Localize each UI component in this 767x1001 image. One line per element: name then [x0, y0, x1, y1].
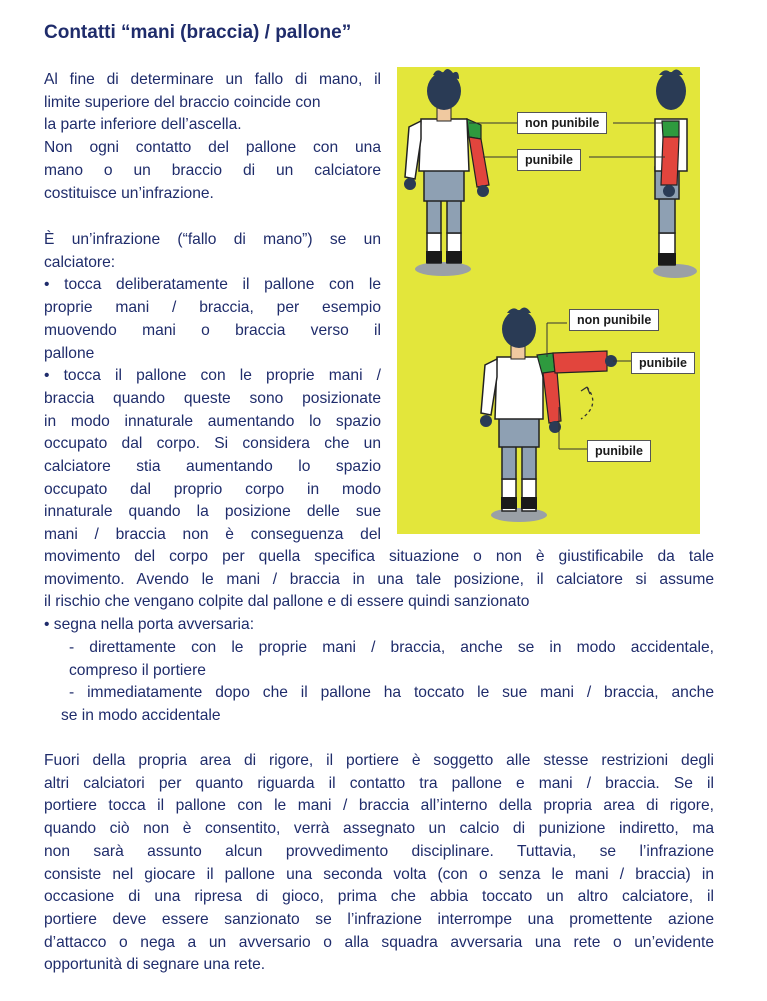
- text-line: muovendo mani o braccia verso il: [44, 321, 381, 339]
- text-line: movimento del corpo per quella specifica situazione o non è giustificabile da tale: [44, 548, 714, 565]
- text-line: Fuori della propria area di rigore, il portiere è soggetto alle stesse restrizioni degli: [44, 752, 714, 769]
- text-line: altri calciatori per quanto riguarda il contatto tra pallone e mani / braccia. Se il: [44, 774, 714, 792]
- players-diagram: [397, 67, 700, 534]
- text-line: occupato dal proprio corpo in modo: [44, 480, 381, 498]
- list-item-cont: se in modo accidentale: [61, 706, 221, 724]
- text-line: pallone: [44, 344, 95, 362]
- handball-illustration: [397, 67, 700, 534]
- text-line: costituisce un’infrazione.: [44, 184, 214, 202]
- text-line: il rischio che vengano colpite dal pallone e di essere quindi sanzionato: [44, 593, 530, 611]
- text-line: mano o un braccio di un calciatore: [44, 161, 381, 179]
- text-line: • tocca deliberatamente il pallone con le: [44, 276, 381, 294]
- text-line: opportunità di segnare una rete.: [44, 956, 266, 974]
- list-item-cont: compreso il portiere: [69, 661, 206, 679]
- label-non-punibile-top: non punibile: [517, 112, 607, 134]
- text-line: occupato dal corpo. Si considera che un: [44, 435, 381, 453]
- text-line: • tocca il pallone con le proprie mani /: [44, 367, 381, 385]
- list-item: - direttamente con le proprie mani / braccia, anche se in modo accidentale,: [69, 638, 714, 656]
- text-line: occasione di una ripresa di gioco, prima che abbia toccato un altro calciatore, il: [44, 888, 714, 906]
- label-punibile-mid: punibile: [631, 352, 695, 374]
- text-line: • segna nella porta avversaria:: [44, 616, 255, 634]
- player-back-view: [404, 69, 489, 276]
- label-non-punibile-mid: non punibile: [569, 309, 659, 331]
- text-line: Non ogni contatto del pallone con una: [44, 139, 381, 157]
- text-line: innaturale quando la posizione delle sue: [44, 503, 381, 521]
- text-line: in modo innaturale aumentando lo spazio: [44, 412, 381, 430]
- text-line: movimento. Avendo le mani / braccia in una tale posizione, il calciatore si assume: [44, 570, 714, 588]
- player-side-view: [653, 69, 697, 278]
- text-line: la parte inferiore dell’ascella.: [44, 116, 242, 134]
- list-item: - immediatamente dopo che il pallone ha toccato le sue mani / braccia, anche: [69, 684, 714, 702]
- text-line: consiste nel giocare il pallone una seconda volta (con o senza le mani / braccia) in: [44, 865, 714, 883]
- text-line: portiere deve essere sanzionato se l’infrazione interrompe una promettente azione: [44, 910, 714, 928]
- paragraph-arm-limit: [44, 69, 381, 205]
- text-line: Al fine di determinare un fallo di mano, il: [44, 71, 381, 88]
- paragraph-goalkeeper: [44, 750, 714, 977]
- text-line: braccia quando queste sono posizionate: [44, 389, 381, 407]
- text-line: È un’infrazione (“fallo di mano”) se un: [44, 231, 381, 248]
- text-line: calciatore:: [44, 253, 116, 271]
- text-line: portiere tocca il pallone con le mani / braccia all’interno della propria area di rigore,: [44, 797, 714, 815]
- text-line: limite superiore del braccio coincide con: [44, 93, 321, 111]
- text-line: d’attacco o nega a un avversario o alla squadra avversaria una rete o un’evidente: [44, 933, 714, 951]
- player-arm-raised: [480, 307, 617, 522]
- text-line: proprie mani / braccia, per esempio: [44, 299, 381, 317]
- text-line: non sarà assunto alcun provvedimento disciplinare. Tuttavia, se l’infrazione: [44, 842, 714, 860]
- text-line: quando ciò non è consentito, verrà assegnato un calcio di punizione indiretto, ma: [44, 820, 714, 838]
- text-line: calciatore stia aumentando lo spazio: [44, 458, 381, 476]
- paragraph-infractions: [44, 229, 381, 547]
- paragraph-infractions-continued: [44, 546, 714, 728]
- text-line: mani / braccia non è conseguenza del: [44, 526, 381, 544]
- page-title: Contatti “mani (braccia) / pallone”: [44, 22, 352, 43]
- label-punibile-bottom: punibile: [587, 440, 651, 462]
- label-punibile-top: punibile: [517, 149, 581, 171]
